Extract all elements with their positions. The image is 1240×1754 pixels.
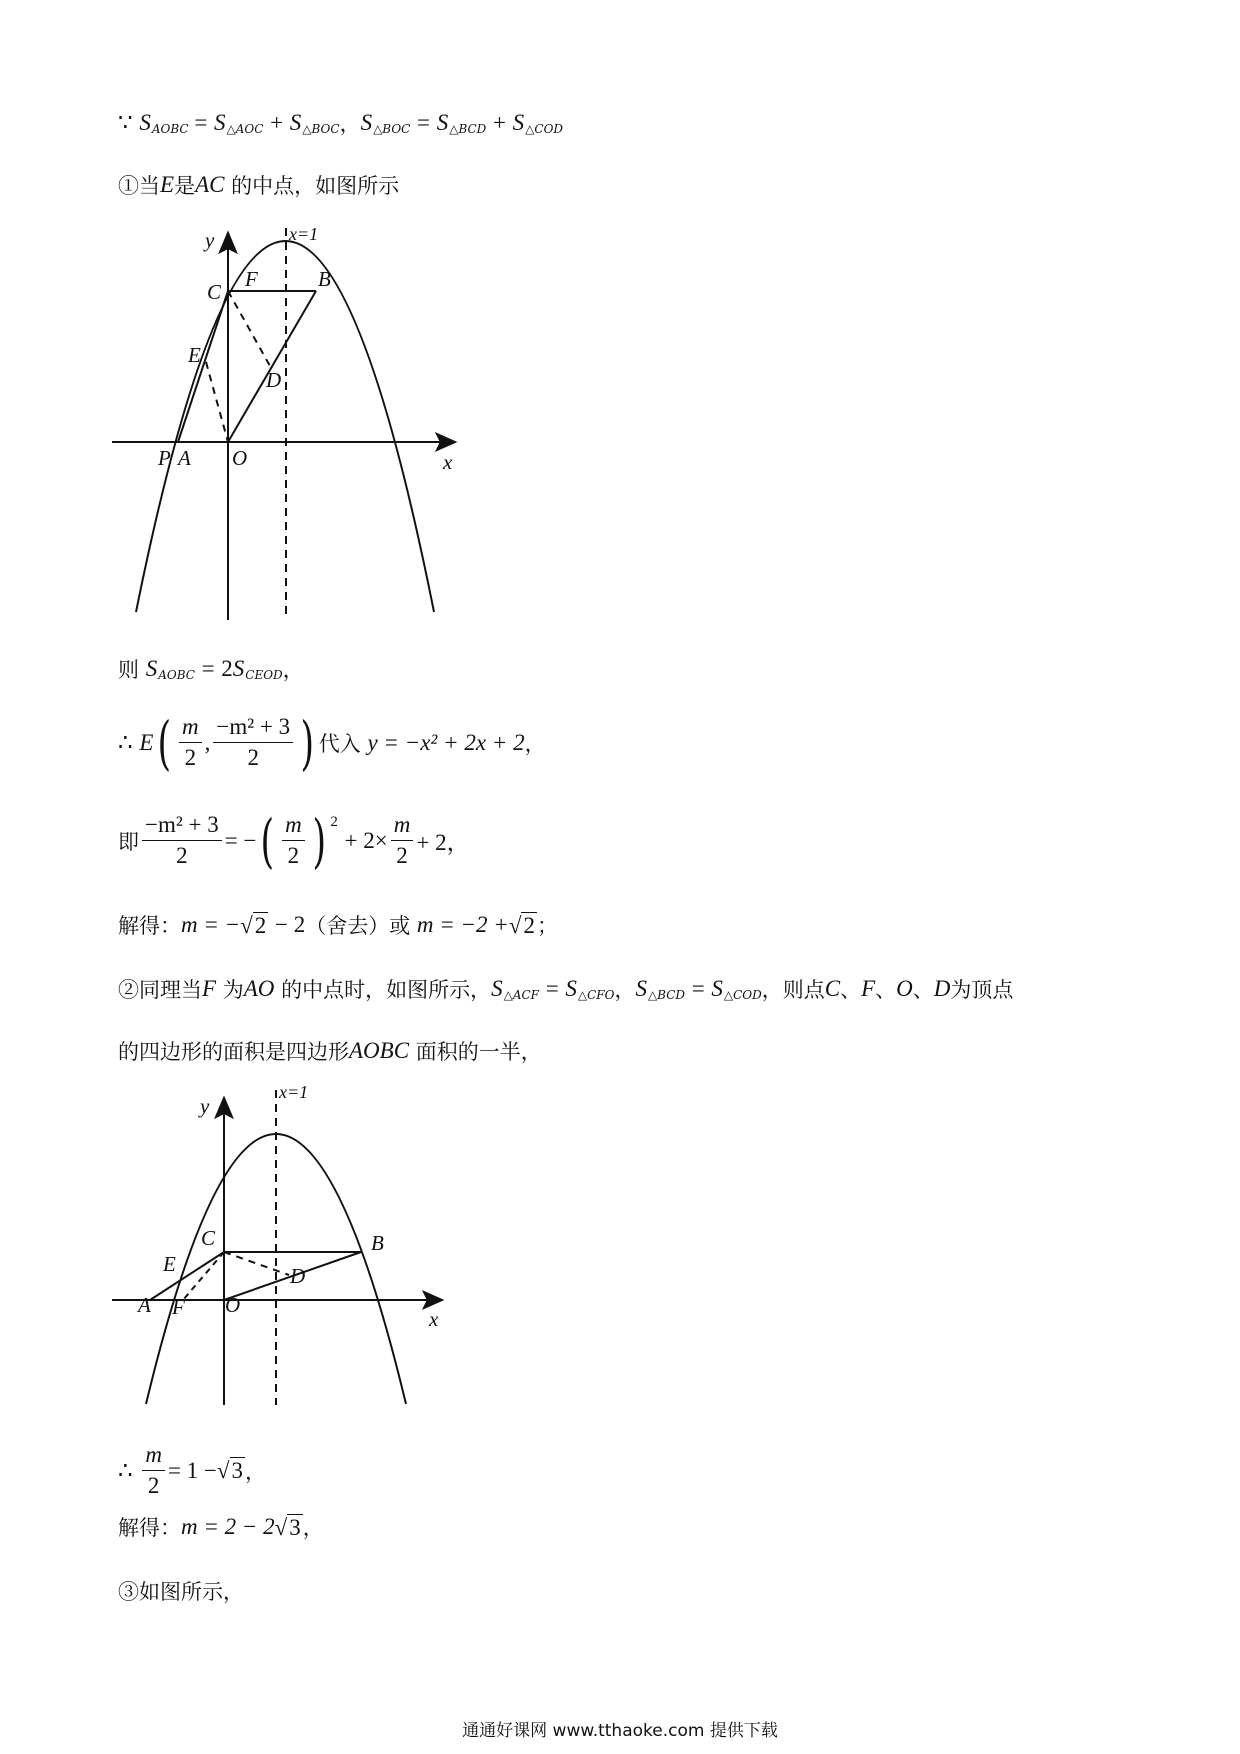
sqrt-3: √ 3 <box>216 1458 244 1483</box>
fig1-label-F: F <box>245 267 258 291</box>
therefore-E-line: ∴ E ( $\frac{m}{2}$ , $\frac{\text{−m² + 3}}{2}$ ) 代入 y = −x² + 2x + 2 ， <box>118 708 546 777</box>
case1-heading: ①当 E 是 AC 的中点，如图所示 <box>118 172 400 198</box>
fig1-label-axis: x=1 <box>289 224 319 244</box>
frac-m-2: $\frac{m}{2}$ <box>179 712 202 773</box>
sqrt-2: √ 2 <box>240 912 267 938</box>
frac-m-2c: $\frac{m}{2}$ <box>142 1440 165 1501</box>
fig1-label-P: P <box>158 446 171 470</box>
fig1-segment-AC <box>178 291 228 442</box>
fig1-label-B: B <box>318 267 331 291</box>
fig2-label-C: C <box>201 1226 216 1250</box>
footer: 通通好课网 www.tthaoke.com 提供下载 <box>462 1721 778 1741</box>
fig1-label-x: x <box>443 450 453 474</box>
fig2-label-F: F <box>172 1295 185 1319</box>
fig2-label-axis: x=1 <box>279 1082 309 1102</box>
fig1-label-E: E <box>188 343 201 367</box>
fig1-dashed-CD <box>228 291 270 366</box>
fig2-label-x: x <box>429 1307 439 1331</box>
frac-lhs: $\frac{\text{−m² + 3}}{2}$ <box>142 810 222 871</box>
fig2-label-B: B <box>371 1231 384 1255</box>
fig1-dashed-EO <box>206 362 228 442</box>
frac-ey: $\frac{\text{−m² + 3}}{2}$ <box>213 712 293 773</box>
fig2-dashed-CF <box>183 1252 224 1300</box>
fig2-label-A: A <box>138 1293 151 1317</box>
then-line: 则 S AOBC = 2 S CEOD ， <box>118 656 304 682</box>
fig2-label-y: y <box>200 1094 210 1118</box>
fig1-label-C: C <box>207 280 222 304</box>
fig1-label-A: A <box>178 446 191 470</box>
solve2-line: 解得： m = 2 − 2 √ 3 ， <box>118 1514 324 1540</box>
fig1-label-O: O <box>232 446 248 470</box>
solve1-line: 解得： m = − √ 2 − 2 （舍去）或 m = −2 + √ 2 ； <box>118 912 558 938</box>
sqrt-3b: √ 3 <box>274 1514 301 1540</box>
area-relation-line: ∵ S AOBC = S △AOC + S △BOC ， S △BOC = S △BCD + S △COD <box>118 110 564 136</box>
fig2-label-E: E <box>163 1252 176 1276</box>
therefore2-line: ∴ $\frac{m}{2}$ = 1 − √ 3 ， <box>118 1440 266 1501</box>
case3-line: ③如图所示， <box>118 1580 244 1604</box>
frac-m-over-2b: $\frac{m}{2}$ <box>391 810 414 871</box>
equation-line: 即 $\frac{\text{−m² + 3}}{2}$ = − ( $\frac{m}{2}$ ) $^2$ + 2× $\frac{m}{2}$ + 2， <box>118 806 470 875</box>
sqrt-2b: √ 2 <box>508 912 535 938</box>
fig1-label-y: y <box>205 228 215 252</box>
frac-m-over-2: $\frac{m}{2}$ <box>282 810 305 871</box>
fig2-label-O: O <box>225 1293 241 1317</box>
fig2-label-D: D <box>290 1264 306 1288</box>
case2-line2: 的四边形的面积是四边形 AOBC 面积的一半， <box>118 1038 542 1064</box>
fig2-dashed-CD <box>224 1252 289 1275</box>
fig1-label-D: D <box>266 368 282 392</box>
case2-line1: ②同理当 F 为 AO 的中点时，如图所示， S △ACF = S △CFO ， S △BCD = S △COD ，则点 C 、 F 、 O 、 D 为顶点 <box>118 976 1014 1002</box>
